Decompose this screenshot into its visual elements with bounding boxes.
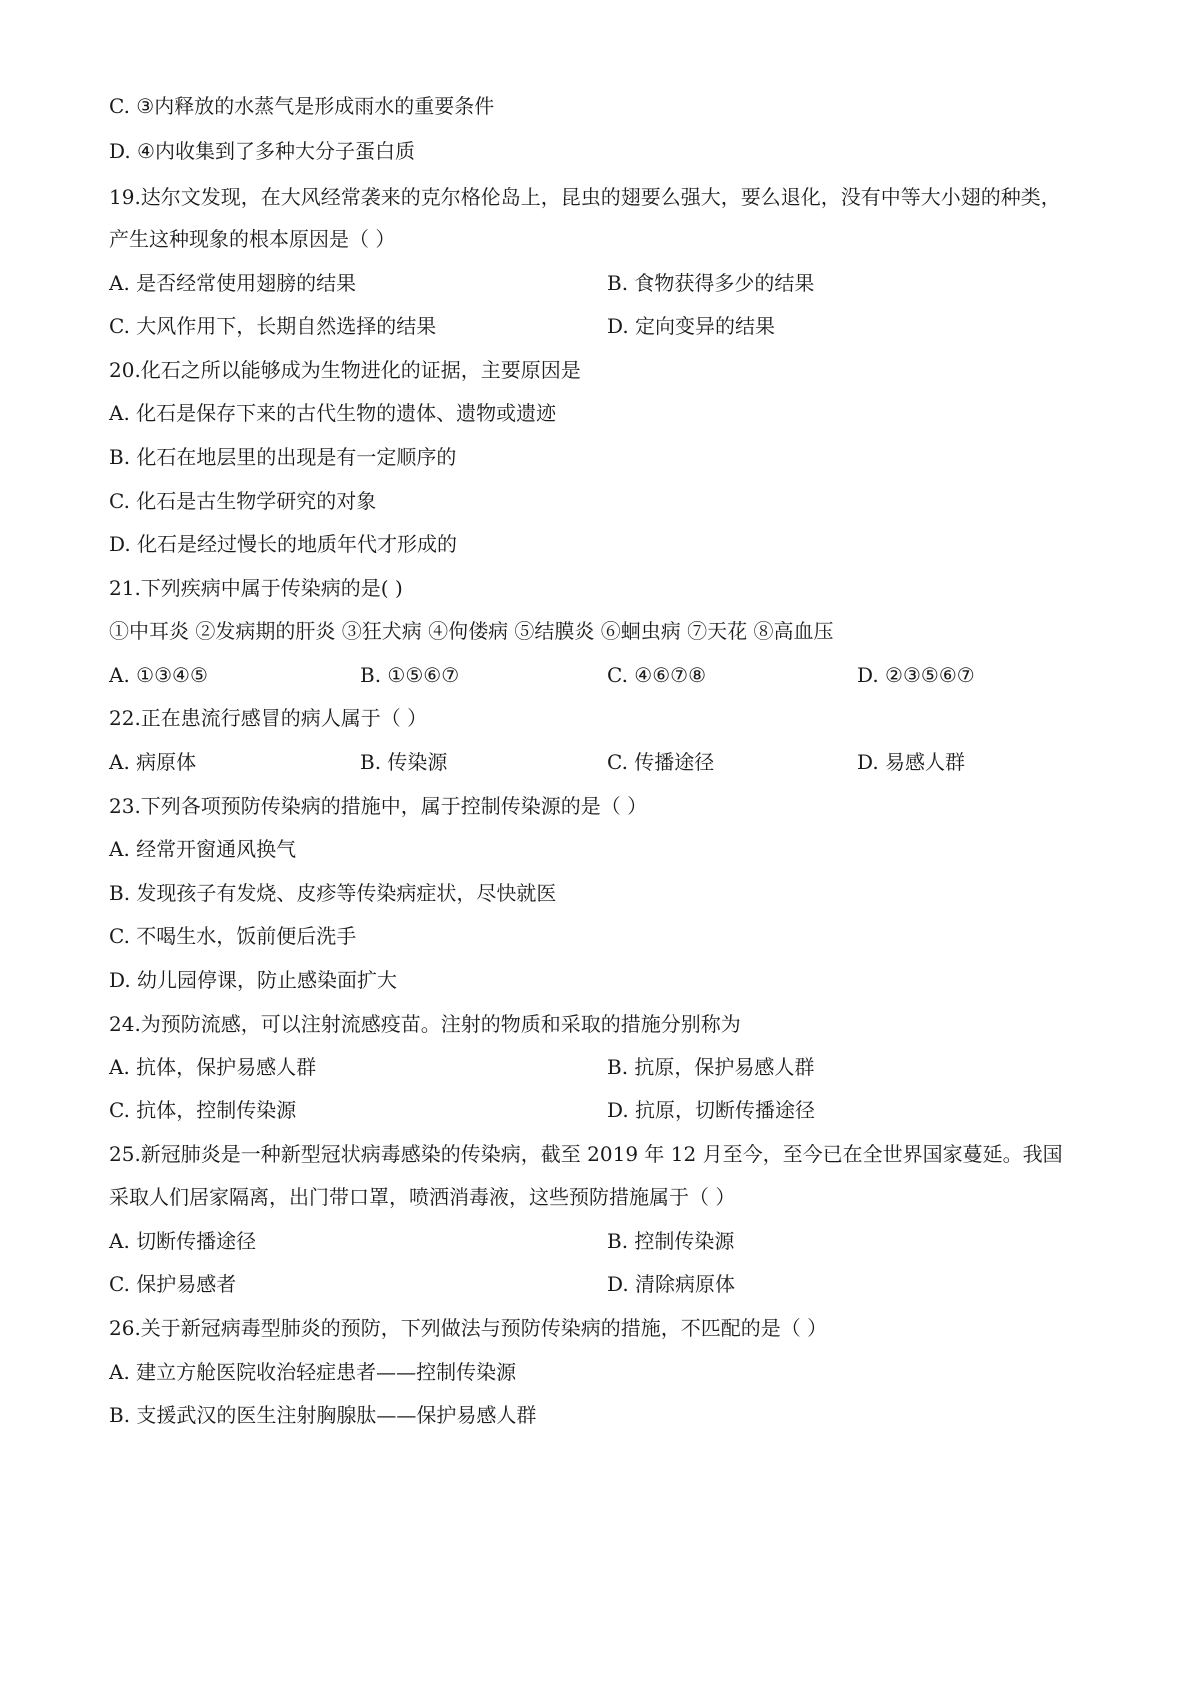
q20-option-d: D. 化石是经过慢长的地质年代才形成的 — [109, 532, 458, 556]
q21-stem: 21.下列疾病中属于传染病的是( ) — [109, 576, 403, 600]
q24-option-a: A. 抗体，保护易感人群 — [109, 1055, 317, 1079]
q21-option-c: C. ④⑥⑦⑧ — [607, 663, 707, 687]
q23-option-b: B. 发现孩子有发烧、皮疹等传染病症状，尽快就医 — [109, 881, 557, 905]
q24-option-c: C. 抗体，控制传染源 — [109, 1098, 297, 1122]
q19-option-b: B. 食物获得多少的结果 — [607, 271, 815, 295]
q23-option-c: C. 不喝生水，饭前便后洗手 — [109, 924, 357, 948]
q25-option-b: B. 控制传染源 — [607, 1229, 735, 1253]
q19-option-d: D. 定向变异的结果 — [607, 314, 776, 338]
prev-option-c: C. ③内释放的水蒸气是形成雨水的重要条件 — [109, 94, 495, 118]
q22-stem: 22.正在患流行感冒的病人属于（ ） — [109, 706, 428, 730]
q19-stem-line1: 19.达尔文发现，在大风经常袭来的克尔格伦岛上，昆虫的翅要么强大，要么退化，没有中等大小翅的种类， — [109, 185, 1061, 209]
q25-stem-line2: 采取人们居家隔离，出门带口罩，喷洒消毒液，这些预防措施属于（ ） — [109, 1185, 736, 1209]
q23-option-d: D. 幼儿园停课，防止感染面扩大 — [109, 968, 398, 992]
q21-option-d: D. ②③⑤⑥⑦ — [857, 663, 975, 687]
q26-option-a: A. 建立方舱医院收治轻症患者——控制传染源 — [109, 1360, 517, 1384]
q24-option-b: B. 抗原，保护易感人群 — [607, 1055, 815, 1079]
q22-option-c: C. 传播途径 — [607, 750, 715, 774]
q19-option-c: C. 大风作用下，长期自然选择的结果 — [109, 314, 437, 338]
q25-option-a: A. 切断传播途径 — [109, 1229, 257, 1253]
q20-option-a: A. 化石是保存下来的古代生物的遗体、遗物或遗迹 — [109, 401, 557, 425]
q26-stem: 26.关于新冠病毒型肺炎的预防，下列做法与预防传染病的措施，不匹配的是（ ） — [109, 1316, 828, 1340]
prev-option-d: D. ④内收集到了多种大分子蛋白质 — [109, 139, 415, 163]
q25-option-c: C. 保护易感者 — [109, 1272, 237, 1296]
q21-option-a: A. ①③④⑤ — [109, 663, 208, 687]
q22-option-d: D. 易感人群 — [857, 750, 966, 774]
q21-option-b: B. ①⑤⑥⑦ — [360, 663, 460, 687]
q25-stem-line1: 25.新冠肺炎是一种新型冠状病毒感染的传染病，截至 2019 年 12 月至今，至今已在全世界国家蔓延。我国 — [109, 1142, 1063, 1166]
q24-option-d: D. 抗原，切断传播途径 — [607, 1098, 816, 1122]
q21-disease-list: ①中耳炎 ②发病期的肝炎 ③狂犬病 ④佝偻病 ⑤结膜炎 ⑥蛔虫病 ⑦天花 ⑧高血压 — [109, 619, 834, 643]
q20-option-b: B. 化石在地层里的出现是有一定顺序的 — [109, 445, 457, 469]
q23-stem: 23.下列各项预防传染病的措施中，属于控制传染源的是（ ） — [109, 794, 648, 818]
q23-option-a: A. 经常开窗通风换气 — [109, 837, 297, 861]
q19-stem-line2: 产生这种现象的根本原因是（ ） — [109, 227, 396, 251]
q19-option-a: A. 是否经常使用翅膀的结果 — [109, 271, 357, 295]
q26-option-b: B. 支援武汉的医生注射胸腺肽——保护易感人群 — [109, 1403, 537, 1427]
q22-option-a: A. 病原体 — [109, 750, 197, 774]
q25-option-d: D. 清除病原体 — [607, 1272, 736, 1296]
q22-option-b: B. 传染源 — [360, 750, 448, 774]
q20-option-c: C. 化石是古生物学研究的对象 — [109, 489, 377, 513]
q24-stem: 24.为预防流感，可以注射流感疫苗。注射的物质和采取的措施分别称为 — [109, 1012, 741, 1036]
q20-stem: 20.化石之所以能够成为生物进化的证据，主要原因是 — [109, 358, 581, 382]
